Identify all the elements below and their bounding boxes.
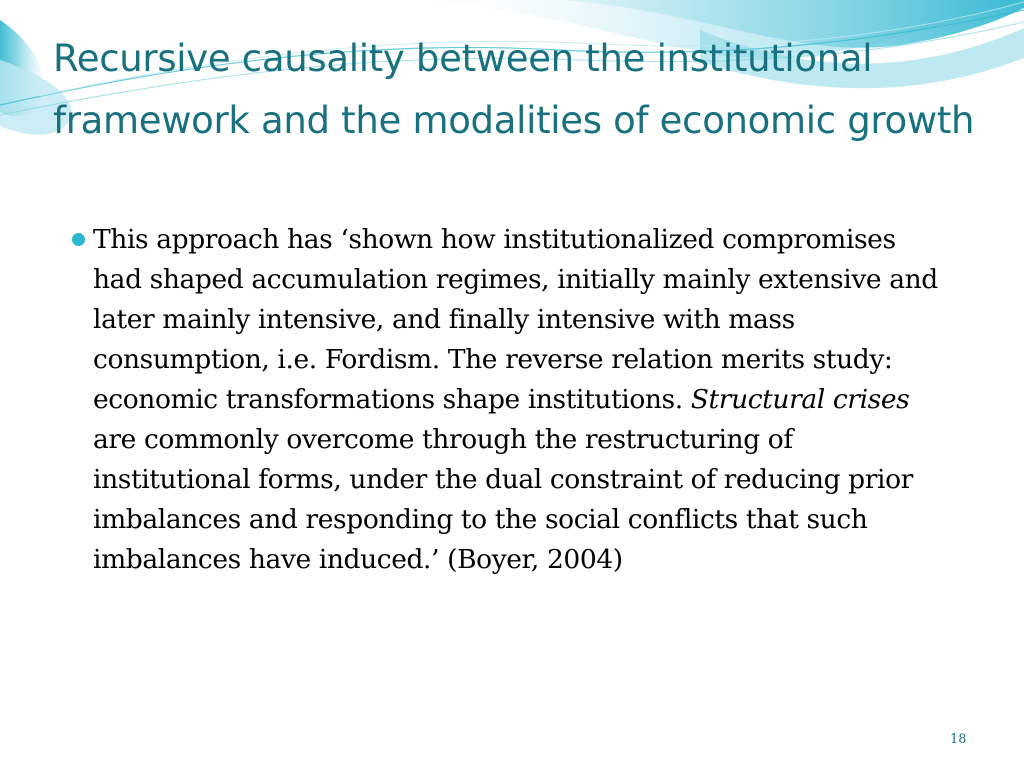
page-number: 18 <box>950 732 967 747</box>
slide-title: Recursive causality between the institutional framework and the modalities of economic growth <box>53 37 975 142</box>
bullet-dot-icon <box>72 233 85 246</box>
bullet-text-part-3: are commonly overcome through the restructuring of institutional forms, under the dual constraint of reducing prior imbalances and responding to the social conflicts that such imbalances have induced.’ (Boyer, 2004) <box>93 424 913 575</box>
bullet-list <box>72 220 952 580</box>
bullet-text-italic-structural-crises: Structural crises <box>690 384 910 415</box>
bullet-item <box>72 220 952 580</box>
bullet-text-part-1: This approach has ‘shown how institutionalized compromises had shaped accumulation regimes, initially mainly extensive and later mainly intensive, and finally intensive with mass consumption, i.e. Fordism. The reverse relation merits study: economic transformations shape institutions. <box>93 224 938 415</box>
